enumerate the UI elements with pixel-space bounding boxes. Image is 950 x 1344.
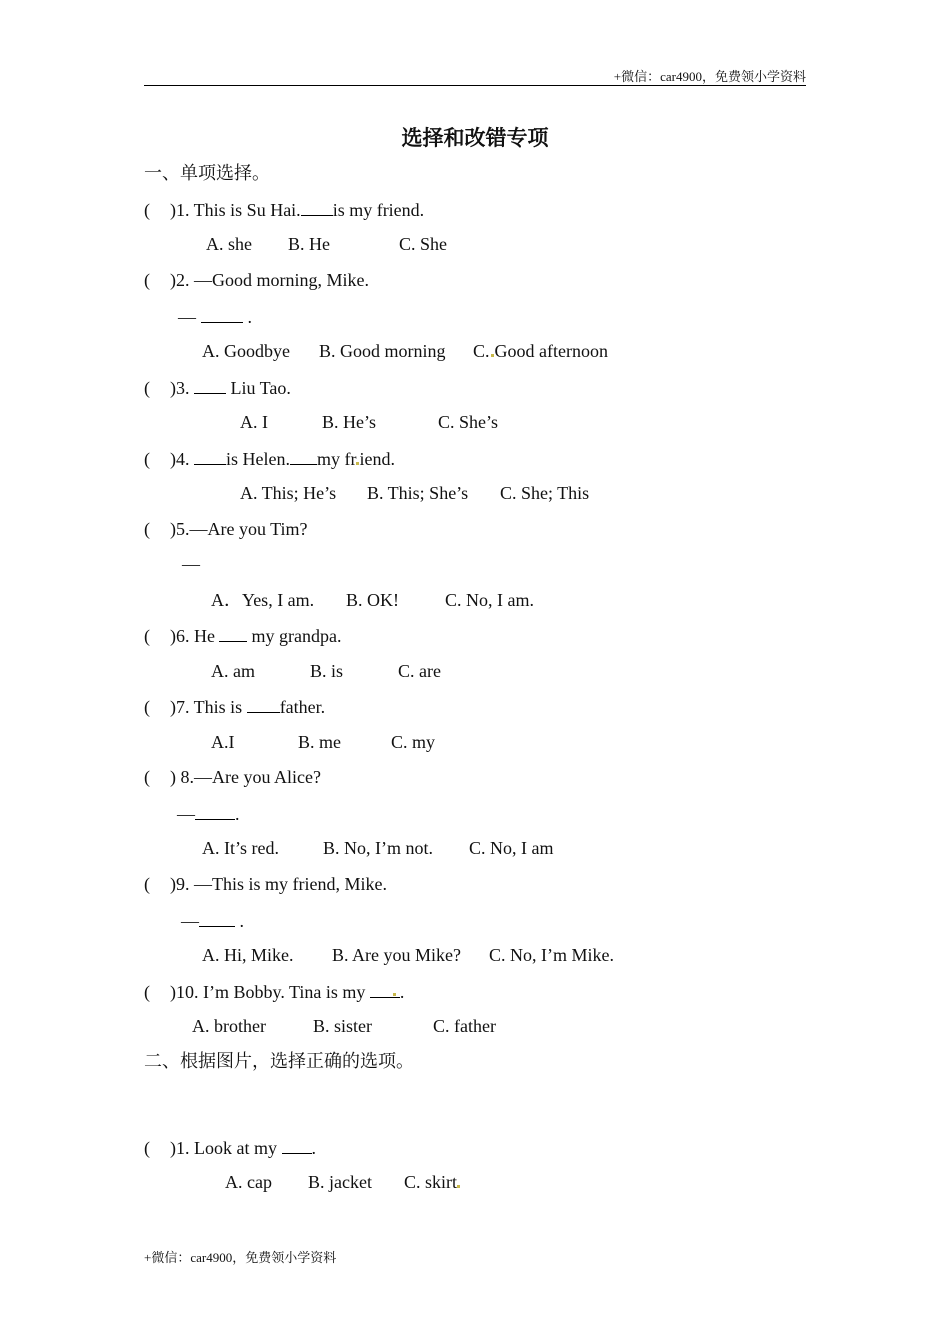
picture-question-1: ( )1. Look at my . <box>144 1135 316 1160</box>
question-9-answer-line: — . <box>181 908 244 933</box>
question-8-options: A. It’s red. B. No, I’m not. C. No, I am <box>202 838 554 858</box>
answer-blank[interactable] <box>282 1135 312 1154</box>
header-rule <box>144 85 806 86</box>
answer-blank[interactable] <box>194 446 226 465</box>
header-note: +微信：car4900，免费领小学资料 <box>613 69 806 84</box>
question-6: ( )6. He my grandpa. <box>144 623 341 648</box>
question-10: ( )10. I’m Bobby. Tina is my . <box>144 979 404 1004</box>
answer-blank[interactable] <box>370 979 400 998</box>
question-8: ( ) 8.—Are you Alice? <box>144 767 321 787</box>
question-1-options: A. she B. He C. She <box>206 234 448 254</box>
question-3: ( )3. Liu Tao. <box>144 375 291 400</box>
question-5-options: A．Yes, I am. B. OK! C. No, I am. <box>211 590 534 610</box>
question-10-options: A. brother B. sister C. father <box>192 1016 496 1036</box>
question-9: ( )9. —This is my friend, Mike. <box>144 874 387 894</box>
answer-blank[interactable] <box>219 623 247 642</box>
question-7: ( )7. This is father. <box>144 694 325 719</box>
answer-blank[interactable] <box>195 801 235 820</box>
question-6-options: A. am B. is C. are <box>211 661 441 681</box>
section1-heading: 一、单项选择。 <box>144 163 270 183</box>
answer-blank[interactable] <box>301 197 333 216</box>
question-5-answer-line: — <box>182 554 200 574</box>
question-4-options: A. This; He’s B. This; She’s C. She; This <box>240 483 590 503</box>
mark-dot <box>491 354 494 357</box>
question-4: ( )4. is Helen. my fr iend. <box>144 446 395 471</box>
question-8-answer-line: — . <box>177 801 240 826</box>
answer-blank[interactable] <box>199 908 235 927</box>
question-2-answer-line: — . <box>178 304 252 329</box>
answer-blank[interactable] <box>194 375 226 394</box>
answer-blank[interactable] <box>247 694 280 713</box>
question-1: ( )1. This is Su Hai. is my friend. <box>144 197 424 222</box>
footer-note: +微信：car4900，免费领小学资料 <box>144 1250 337 1265</box>
section2-heading: 二、根据图片，选择正确的选项。 <box>144 1051 414 1071</box>
question-2: ( )2. —Good morning, Mike. <box>144 270 369 290</box>
question-9-options: A. Hi, Mike. B. Are you Mike? C. No, I’m Mike. <box>202 945 614 965</box>
question-2-options: A. Goodbye B. Good morning C. Good afternoon <box>202 341 608 361</box>
answer-blank[interactable] <box>201 304 243 323</box>
picture-question-1-options: A. cap B. jacket C. skirt <box>225 1170 460 1194</box>
question-7-options: A.I B. me C. my <box>211 732 436 752</box>
question-3-options: A. I B. He’s C. She’s <box>240 412 499 432</box>
answer-blank[interactable] <box>290 446 317 465</box>
page-title: 选择和改错专项 <box>401 126 549 150</box>
mark-dot <box>393 993 396 996</box>
question-5: ( )5.—Are you Tim? <box>144 519 308 539</box>
mark-dot <box>457 1185 460 1188</box>
